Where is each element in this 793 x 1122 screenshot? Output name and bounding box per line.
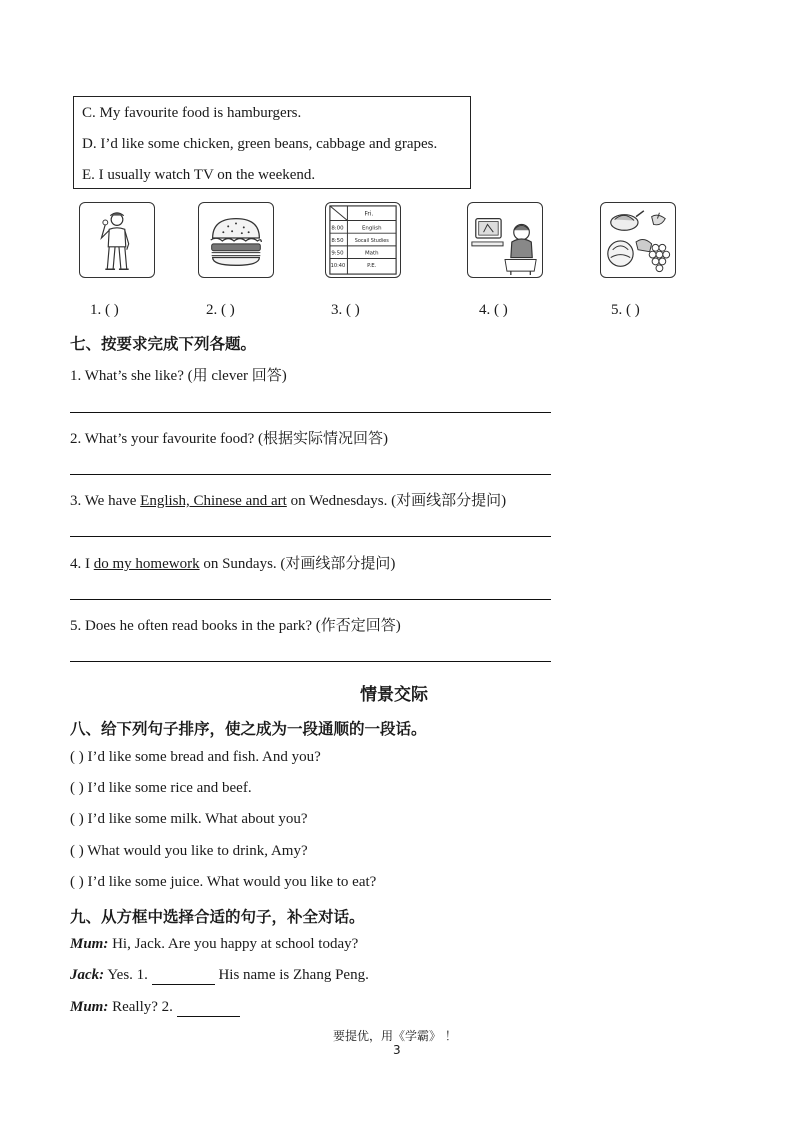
dialogue-line: Mum: Really? 2. (70, 999, 240, 1017)
strong-man-icon (80, 203, 154, 277)
section-title: 情景交际 (360, 685, 428, 704)
timetable-time: 10:40 (330, 263, 346, 270)
picture-number-5: 5. ( ) (611, 302, 640, 318)
ordering-item: ( ) I’d like some bread and fish. And you? (70, 749, 321, 765)
speaker: Jack: (70, 967, 105, 983)
timetable-time: 8:50 (331, 237, 344, 244)
answer-blank-2[interactable] (177, 999, 240, 1017)
picture-5 (600, 202, 676, 278)
question-4: 4. I do my homework on Sundays. (对画线部分提问) (70, 556, 396, 572)
picture-3 (325, 202, 401, 278)
picture-number-3: 3. ( ) (331, 302, 360, 318)
question-1: 1. What’s she like? (用 clever 回答) (70, 368, 287, 384)
timetable-subject: English (361, 225, 382, 232)
picture-number-2: 2. ( ) (206, 302, 235, 318)
question-2: 2. What’s your favourite food? (根据实际情况回答) (70, 431, 388, 447)
answer-line-5[interactable] (70, 661, 551, 662)
picture-number-1: 1. ( ) (90, 302, 119, 318)
section-8-heading: 八、给下列句子排序，使之成为一段通顺的一段话。 (70, 721, 427, 738)
answer-line-4[interactable] (70, 599, 551, 600)
food-plate-icon (601, 203, 675, 277)
answer-line-2[interactable] (70, 474, 551, 475)
answer-line-3[interactable] (70, 536, 551, 537)
dialogue-line: Jack: Yes. 1. His name is Zhang Peng. (70, 967, 369, 983)
option-e: E. I usually watch TV on the weekend. (82, 167, 316, 183)
timetable-subject: Socail Studies (354, 237, 389, 244)
timetable-subject: Math (364, 250, 379, 257)
speaker: Mum: (70, 936, 109, 952)
page-number: 3 (393, 1043, 401, 1057)
picture-number-4: 4. ( ) (479, 302, 508, 318)
option-c: C. My favourite food is hamburgers. (82, 105, 302, 121)
watching-tv-icon (468, 203, 542, 277)
timetable-icon (326, 203, 400, 277)
ordering-item: ( ) I’d like some juice. What would you like to eat? (70, 874, 377, 890)
picture-1 (79, 202, 155, 278)
timetable-day: Fri. (364, 211, 374, 218)
answer-line-1[interactable] (70, 412, 551, 413)
speaker: Mum: (70, 999, 109, 1015)
dialogue-line: Mum: Hi, Jack. Are you happy at school today? (70, 936, 359, 952)
timetable-time: 8:00 (331, 225, 344, 232)
question-5: 5. Does he often read books in the park? (作否定回答) (70, 618, 401, 634)
options-box (73, 96, 471, 189)
ordering-item: ( ) I’d like some rice and beef. (70, 780, 252, 796)
picture-2 (198, 202, 274, 278)
picture-4 (467, 202, 543, 278)
option-d: D. I’d like some chicken, green beans, cabbage and grapes. (82, 136, 438, 152)
question-3: 3. We have English, Chinese and art on Wednesdays. (对画线部分提问) (70, 493, 507, 509)
footer-slogan: 要提优，用《学霸》 ！ (333, 1029, 457, 1043)
section-9-heading: 九、从方框中选择合适的句子，补全对话。 (70, 909, 365, 926)
underlined-phrase: English, Chinese and art (140, 493, 287, 509)
ordering-item: ( ) I’d like some milk. What about you? (70, 811, 308, 827)
timetable-time: 9:50 (331, 250, 344, 257)
hamburger-icon (199, 203, 273, 277)
timetable-subject: P.E. (367, 263, 377, 270)
section-7-heading: 七、按要求完成下列各题。 (70, 336, 257, 353)
underlined-phrase: do my homework (93, 556, 200, 572)
answer-blank-1[interactable] (152, 967, 215, 985)
ordering-item: ( ) What would you like to drink, Amy? (70, 843, 308, 859)
